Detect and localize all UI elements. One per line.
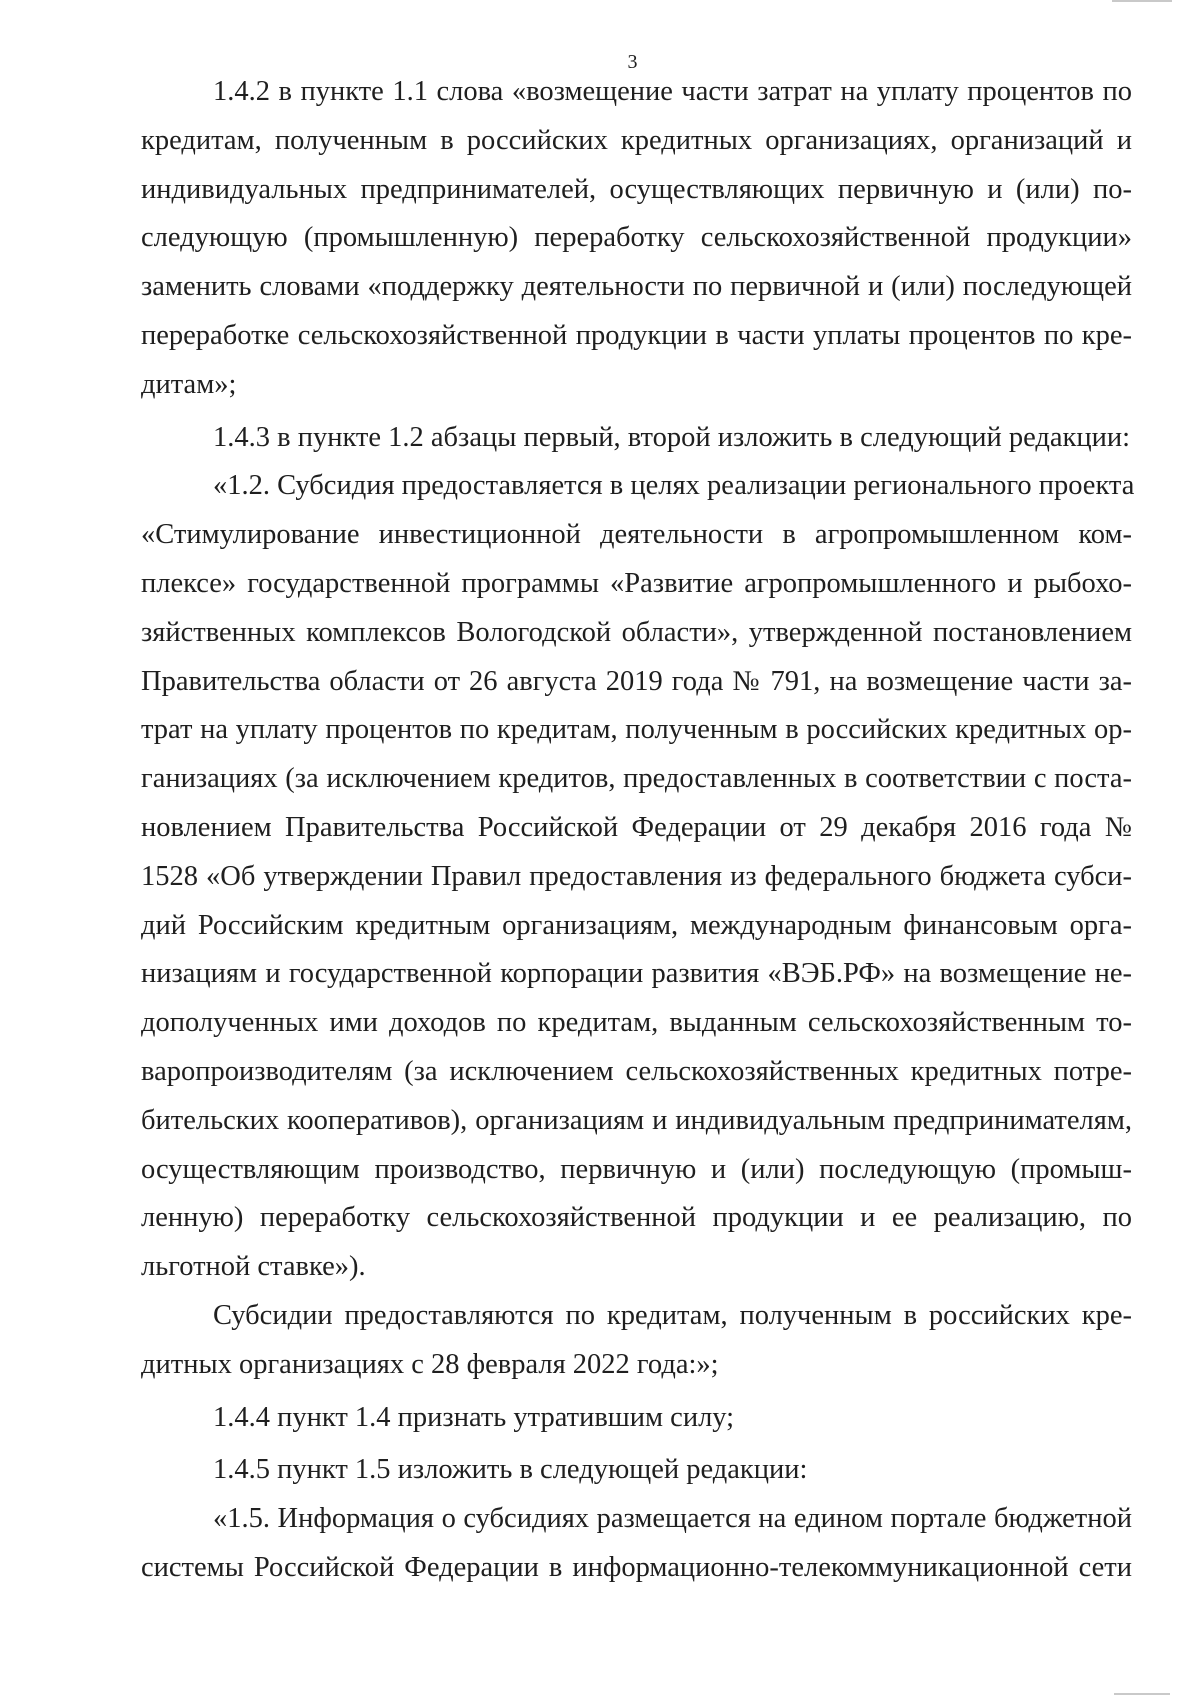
text-line: заменить словами «поддержку деятельности по первичной и (или) последующей bbox=[141, 271, 1132, 303]
text-line: системы Российской Федерации в информационно-телекоммуникационной сети bbox=[141, 1551, 1132, 1583]
text-line: Субсидии предоставляются по кредитам, полученным в российских кре- bbox=[213, 1299, 1132, 1331]
text-line: дитам»; bbox=[141, 368, 237, 400]
scan-edge-mark-top bbox=[1112, 0, 1172, 2]
page-number: 3 bbox=[627, 51, 638, 73]
paragraph-1-2-quote bbox=[141, 462, 1135, 1292]
paragraph-1-4-4 bbox=[141, 1394, 1132, 1443]
text-line: переработке сельскохозяйственной продукции в части уплаты процентов по кре- bbox=[141, 319, 1132, 351]
paragraph-1-4-5 bbox=[141, 1446, 1132, 1495]
text-line: ленную) переработку сельскохозяйственной продукции и ее реализацию, по bbox=[141, 1202, 1132, 1234]
text-line: осуществляющим производство, первичную и (или) последующую (промыш- bbox=[141, 1153, 1132, 1185]
text-line: «1.2. Субсидия предоставляется в целях реализации регионального проекта bbox=[213, 470, 1135, 502]
paragraph-1-4-3 bbox=[141, 414, 1132, 463]
text-line: зяйственных комплексов Вологодской области», утвержденной постановлением bbox=[141, 616, 1132, 648]
text-line: Правительства области от 26 августа 2019 года № 791, на возмещение части за- bbox=[141, 665, 1132, 697]
paragraph-subsidies-date bbox=[141, 1292, 1132, 1390]
text-line: дитных организациях с 28 февраля 2022 года:»; bbox=[141, 1348, 719, 1380]
text-line: дий Российским кредитным организациям, международным финансовым орга- bbox=[141, 909, 1132, 941]
paragraph-1-4-2 bbox=[141, 68, 1132, 410]
text-line: кредитам, полученным в российских кредитных организациях, организаций и bbox=[141, 124, 1132, 156]
text-line: «Стимулирование инвестиционной деятельности в агропромышленном ком- bbox=[141, 519, 1132, 551]
text-line: 1.4.4 пункт 1.4 признать утратившим силу; bbox=[213, 1401, 735, 1433]
paragraph-1-5-quote bbox=[141, 1495, 1132, 1593]
text-line: трат на уплату процентов по кредитам, полученным в российских кредитных ор- bbox=[141, 714, 1132, 746]
text-line: новлением Правительства Российской Федерации от 29 декабря 2016 года № bbox=[141, 811, 1132, 843]
text-line: 1.4.3 в пункте 1.2 абзацы первый, второй изложить в следующий редакции: bbox=[213, 421, 1131, 453]
text-line: бительских кооперативов), организациям и индивидуальным предпринимателям, bbox=[141, 1104, 1132, 1136]
text-line: 1.4.2 в пункте 1.1 слова «возмещение части затрат на уплату процентов по bbox=[213, 76, 1132, 107]
text-line: индивидуальных предпринимателей, осуществляющих первичную и (или) по- bbox=[141, 173, 1132, 205]
text-line: варопроизводителям (за исключением сельскохозяйственных кредитных потре- bbox=[141, 1055, 1132, 1087]
text-line: 1.4.5 пункт 1.5 изложить в следующей редакции: bbox=[213, 1454, 808, 1486]
text-line: следующую (промышленную) переработку сельскохозяйственной продукции» bbox=[141, 222, 1132, 254]
text-line: «1.5. Информация о субсидиях размещается на едином портале бюджетной bbox=[213, 1503, 1132, 1535]
text-line: льготной ставке»). bbox=[141, 1251, 366, 1283]
text-line: низациям и государственной корпорации развития «ВЭБ.РФ» на возмещение не- bbox=[141, 958, 1132, 990]
text-line: дополученных ими доходов по кредитам, выданным сельскохозяйственным то- bbox=[141, 1007, 1132, 1039]
scan-edge-mark-bottom bbox=[1114, 1693, 1170, 1695]
text-line: ганизациях (за исключением кредитов, предоставленных в соответствии с поста- bbox=[141, 763, 1132, 795]
text-line: 1528 «Об утверждении Правил предоставления из федерального бюджета субси- bbox=[141, 860, 1132, 892]
document-body bbox=[141, 68, 1135, 1593]
text-line: плексе» государственной программы «Развитие агропромышленного и рыбохо- bbox=[141, 567, 1132, 599]
